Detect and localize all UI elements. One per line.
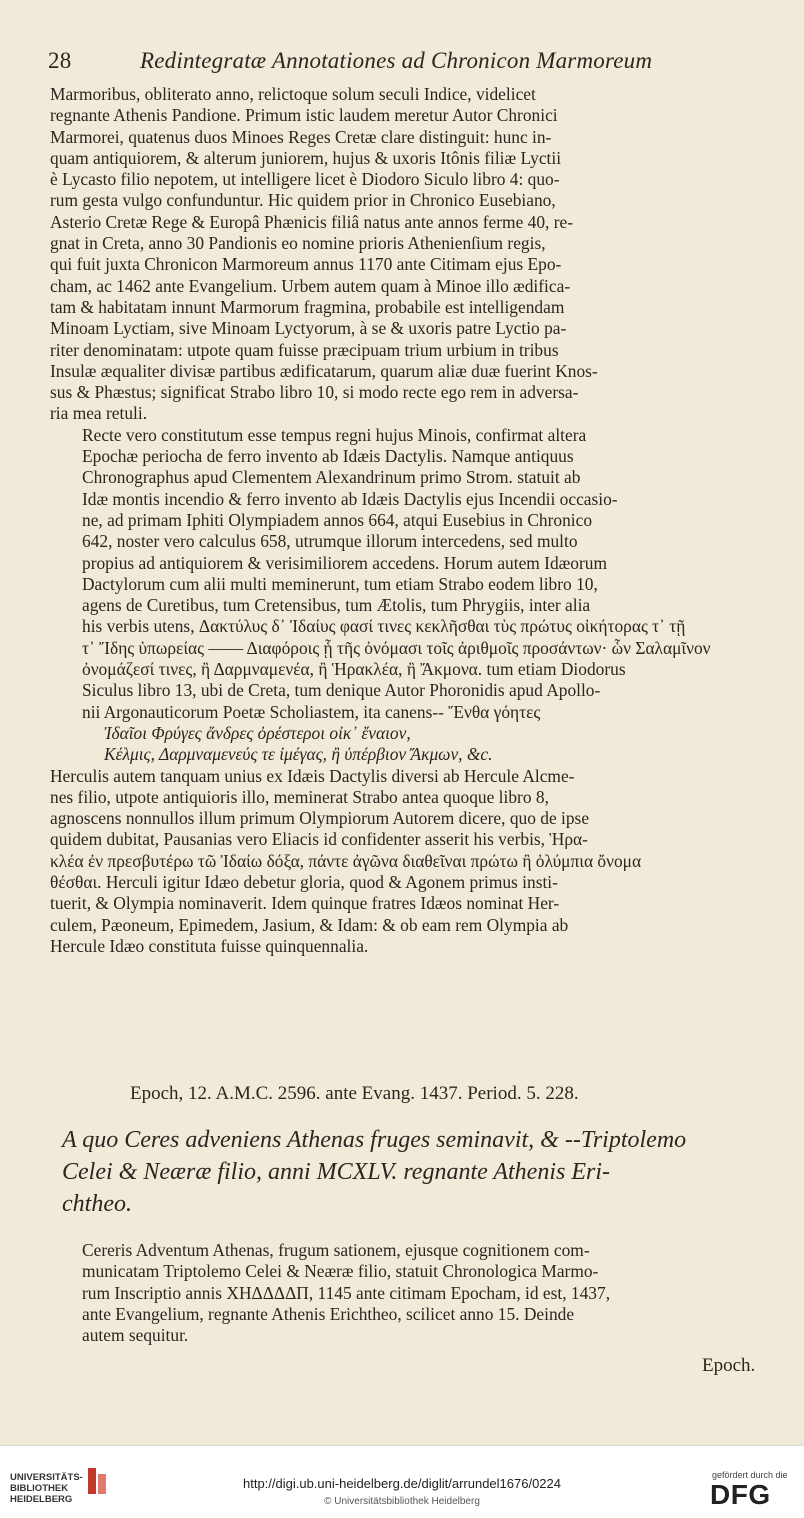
text-line: tam & habitatam innunt Marmorum fragmina, probabile est intelligendam <box>50 296 565 317</box>
text-line: his verbis utens, Δακτύλυς δ᾽ Ἰδαίυς φασί τινες κεκλῆσθαι τὺς πρώτυς οἰκήτορας τ᾽ τῇ <box>82 616 686 637</box>
text-line: cham, ac 1462 ante Evangelium. Urbem autem quam à Minoe illo ædifica- <box>50 275 571 296</box>
text-line: ria mea retuli. <box>50 403 148 424</box>
text-line: rum Inscriptio annis XΗΔΔΔΔΠ, 1145 ante citimam Epocham, id est, 1437, <box>82 1282 611 1303</box>
permalink-url[interactable]: http://digi.ub.uni-heidelberg.de/diglit/arrundel1676/0224 <box>242 1476 561 1491</box>
text-line: Epochæ periocha de ferro invento ab Idæis Dactylis. Namque antiquus <box>82 446 574 467</box>
paragraph-2 <box>50 425 766 723</box>
text-line: Dactylorum cum alii multi meminerunt, tum etiam Strabo eodem libro 10, <box>82 573 598 594</box>
text-line: Celei & Neæræ filio, anni MCXLV. regnante Athenis Eri- <box>62 1159 610 1185</box>
text-line: regnante Athenis Pandione. Primum istic laudem meretur Autor Chronici <box>50 105 558 126</box>
text-line: Idæ montis incendio & ferro invento ab Idæis Dactylis ejus Incendii occasio- <box>82 488 618 509</box>
text-line: riter denominatam: utpote quam fuisse præcipuam trium urbium in tribus <box>50 339 559 360</box>
paragraph-4 <box>50 1240 766 1346</box>
epoch-heading <box>62 1124 768 1220</box>
text-line: κλέα ἐν πρεσβυτέρω τῶ Ἰδαίω δόξα, πάντε ἀγῶνα διαθεῖναι πρώτω ἢ ὀλύμπια ὄνομα <box>50 850 642 871</box>
epoch-line: Epoch, 12. A.M.C. 2596. ante Evang. 1437. Period. 5. 228. <box>130 1083 579 1104</box>
text-line: nes filio, utpote antiquioris illo, meminerat Strabo antea quoque libro 8, <box>50 786 549 807</box>
greek-verse <box>50 723 766 766</box>
page-header <box>48 48 768 78</box>
text-line: Marmorei, quatenus duos Minoes Reges Cretæ clare distinguit: hunc in- <box>50 126 552 147</box>
text-line: Cereris Adventum Athenas, frugum sationem, ejusque cognitionem com- <box>82 1240 590 1260</box>
dfg-logo: DFG <box>710 1479 771 1510</box>
text-line: rum gesta vulgo confunduntur. Hic quidem prior in Chronico Eusebiano, <box>50 190 556 211</box>
library-line: BIBLIOTHEK <box>10 1483 69 1494</box>
text-line: Hercule Idæo constituta fuisse quinquennalia. <box>50 935 369 956</box>
running-title: Redintegratæ Annotationes ad Chronicon Marmoreum <box>140 48 653 73</box>
text-line: Herculis autem tanquam unius ex Idæis Dactylis diversi ab Hercule Alcme- <box>50 765 575 786</box>
page-number: 28 <box>48 48 72 73</box>
text-line: è Lycasto filio nepotem, ut intelligere licet è Diodoro Siculo libro 4: quo- <box>50 169 560 190</box>
text-line: qui fuit juxta Chronicon Marmoreum annus 1170 ante Citimam ejus Epo- <box>50 254 562 275</box>
text-line: agnoscens nonnullos illum primum Olympiorum Autorem dicere, quo de ipse <box>50 808 590 829</box>
text-line: ante Evangelium, regnante Athenis Erichtheo, scilicet anno 15. Deinde <box>82 1303 575 1324</box>
text-line: ὀνομάζεσί τινες, ἢ Δαρμναμενέα, ἢ Ἡρακλέα, ἢ Ἄκμονα. tum etiam Diodorus <box>82 659 626 680</box>
text-line: tuerit, & Olympia nominaverit. Idem quinque fratres Idæos nominat Her- <box>50 893 560 914</box>
text-line: Marmoribus, obliterato anno, relictoque solum seculi Indice, videlicet <box>50 84 536 104</box>
text-line: τ᾽ Ἴδης ὑπωρείας —— Διαφόροις ᾗ τῆς ὀνόμασι τοῖς ἀριθμοῖς προσάντων· ὧν Σαλαμῖνον <box>82 637 711 658</box>
footer-bar <box>0 1445 804 1518</box>
text-line: 642, noster vero calculus 658, utrumque illorum intercedens, sed multo <box>82 531 578 552</box>
text-line: Ἰδαῖοι Φρύγες ἄνδρες ὀρέστεροι οἰκ᾽ ἔναιον, <box>104 722 411 743</box>
text-line: ne, ad primam Iphiti Olympiadem annos 664, atqui Eusebius in Chronico <box>82 509 593 530</box>
funded-note: gefördert durch die <box>712 1470 788 1480</box>
body-text-2 <box>50 1240 766 1346</box>
text-line: Chronographus apud Clementem Alexandrinum primo Strom. statuit ab <box>82 467 581 488</box>
text-line: Siculus libro 13, ubi de Creta, tum denique Autor Phoronidis apud Apollo- <box>82 680 601 701</box>
text-line: Minoam Lyctiam, sive Minoam Lyctyorum, à se & uxoris patre Lyctio pa- <box>50 318 567 339</box>
text-line: chtheo. <box>62 1191 132 1217</box>
text-line: gnat in Creta, anno 30 Pandionis eo nomine prioris Athenienſium regis, <box>50 233 546 254</box>
text-line: Insulæ æqualiter divisæ partibus ædificatarum, quarum aliæ duæ fuerint Knos- <box>50 360 598 381</box>
text-line: propius ad antiquiorem & verisimiliorem accedens. Horum autem Idæorum <box>82 552 607 573</box>
text-line: quam antiquiorem, & alterum juniorem, hujus & uxoris Itônis filiæ Lyctii <box>50 147 562 168</box>
paragraph-1 <box>50 84 766 425</box>
text-line: agens de Curetibus, tum Cretensibus, tum Ætolis, tum Phrygiis, inter alia <box>82 595 591 616</box>
copyright-note: © Universitätsbibliothek Heidelberg <box>324 1496 480 1507</box>
text-line: culem, Pæoneum, Epimedem, Jasium, & Idam: & ob eam rem Olympia ab <box>50 914 569 935</box>
text-line: autem sequitur. <box>82 1325 189 1346</box>
text-line: nii Argonauticorum Poetæ Scholiastem, ita canens-- Ἔνθα γόητες <box>82 701 541 722</box>
catchword: Epoch. <box>702 1355 756 1376</box>
text-line: Κέλμις, Δαρμναμενεύς τε ἰμέγας, ἢ ὑπέρβιον Ἄκμων, &c. <box>104 744 493 765</box>
text-line: Recte vero constitutum esse tempus regni hujus Minois, confirmat altera <box>82 424 587 445</box>
library-line: HEIDELBERG <box>10 1494 73 1505</box>
text-line: θέσθαι. Herculi igitur Idæo debetur gloria, quod & Agonem primus insti- <box>50 871 558 892</box>
text-line: quidem dubitat, Pausanias vero Eliacis id confidenter asserit his verbis, Ἡρα- <box>50 829 588 850</box>
text-line: A quo Ceres adveniens Athenas fruges seminavit, & --Triptolemo <box>62 1127 687 1153</box>
library-line: UNIVERSITÄTS- <box>10 1472 83 1483</box>
text-line: Asterio Cretæ Rege & Europâ Phænicis filiâ natus ante annos ferme 40, re- <box>50 211 574 232</box>
body-text <box>50 84 766 957</box>
paragraph-3 <box>50 766 766 958</box>
text-line: sus & Phæstus; significat Strabo libro 10, si modo recte ego rem in adversa- <box>50 382 579 403</box>
text-line: municatam Triptolemo Celei & Neæræ filio, statuit Chronologica Marmo- <box>82 1261 599 1282</box>
